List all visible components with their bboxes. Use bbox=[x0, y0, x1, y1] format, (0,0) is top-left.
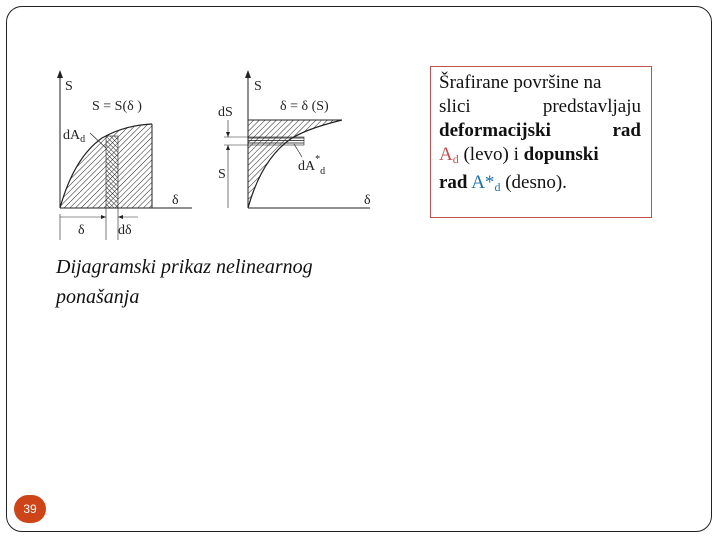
left-strip bbox=[106, 136, 118, 208]
right-y-arrow bbox=[245, 70, 251, 78]
left-curve-label: S = S(δ ) bbox=[92, 99, 142, 114]
callout-line-2: slici predstavljaju bbox=[439, 96, 641, 117]
left-y-arrow bbox=[57, 70, 63, 78]
left-d-delta-label: dδ bbox=[118, 223, 132, 238]
right-x-axis-label: δ bbox=[364, 193, 371, 208]
right-ds-label: dS bbox=[218, 105, 233, 120]
page-number-badge: 39 bbox=[14, 495, 46, 523]
right-strip bbox=[248, 137, 304, 145]
figure-caption: Dijagramski prikaz nelinearnog ponašanja bbox=[56, 256, 313, 308]
callout-line-4: $A_d$ (levo) i dopunski bbox=[439, 144, 599, 166]
callout-line-5: rad $A*_d$ (desno). bbox=[439, 172, 567, 194]
left-diagram bbox=[57, 70, 192, 240]
explanation-callout bbox=[430, 66, 652, 218]
left-x-axis-label: δ bbox=[172, 193, 179, 208]
diagram-figure bbox=[40, 62, 400, 246]
left-y-axis-label: S bbox=[65, 79, 73, 94]
right-y-axis-label: S bbox=[254, 79, 262, 94]
right-curve-label: δ = δ (S) bbox=[280, 99, 329, 114]
callout-line-1: Šrafirane površine na bbox=[439, 72, 602, 93]
left-delta-label: δ bbox=[78, 223, 85, 238]
right-strip-label: $dA^*_d$ bbox=[298, 154, 326, 177]
left-strip-label: $dA_d$ bbox=[63, 128, 86, 145]
symbol-a-star-d: $A*_d$ bbox=[467, 172, 501, 194]
right-s-label: S bbox=[218, 167, 226, 182]
right-diagram bbox=[218, 70, 371, 208]
symbol-a-d: $A_d$ bbox=[439, 144, 459, 166]
right-hatched-area bbox=[248, 120, 342, 208]
callout-line-3: deformacijski rad bbox=[439, 120, 641, 141]
